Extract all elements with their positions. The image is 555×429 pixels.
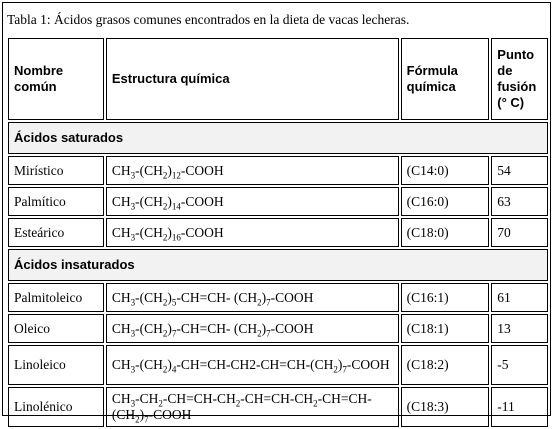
formula-subscript: 16 [171, 232, 181, 243]
cell-structure [106, 283, 399, 312]
formula-text: CH [111, 357, 131, 372]
formula-text: -COOH [270, 320, 314, 336]
cell-name: Palmitoleico [8, 283, 104, 312]
formula-text: -COOH [180, 162, 224, 178]
formula-subscript: 3 [130, 232, 136, 243]
formula-text: CH [111, 224, 131, 240]
formula-text: CH [111, 162, 131, 178]
formula-text: -(CH [135, 193, 163, 209]
formula-subscript: 2 [257, 328, 262, 339]
formula-subscript: 7 [266, 328, 271, 339]
group-row-unsaturated [8, 249, 548, 281]
formula-subscript: 2 [235, 398, 241, 409]
formula-subscript: 3 [130, 170, 136, 181]
cell-name: Palmítico [8, 187, 104, 216]
cell-melting-point: 13 [491, 314, 548, 343]
header-row [8, 38, 548, 120]
group-row-saturated [8, 122, 548, 154]
fatty-acids-table-box [2, 2, 551, 425]
formula-subscript: 2 [162, 201, 168, 212]
formula-subscript: 7 [171, 328, 177, 339]
cell-structure [106, 156, 399, 185]
formula-subscript: 2 [162, 297, 168, 308]
formula-subscript: 3 [130, 297, 136, 308]
formula-text: ) [337, 357, 343, 372]
cell-formula: (C16:1) [401, 283, 490, 312]
formula-subscript: 2 [162, 328, 168, 339]
header-formula: Fórmula química [401, 38, 490, 120]
formula-text: CH [111, 289, 131, 305]
cell-formula: (C18:1) [401, 314, 490, 343]
cell-formula: (C16:0) [401, 187, 490, 216]
formula-subscript: 3 [130, 364, 136, 375]
formula-text: -COOH [148, 407, 192, 422]
cell-structure [106, 187, 399, 216]
table-row [8, 345, 548, 385]
formula-text: -CH=CH-(CH [111, 391, 372, 422]
formula-text: ) [167, 289, 172, 305]
cell-melting-point: 63 [491, 187, 548, 216]
formula-text: ) [167, 162, 172, 178]
formula-text: -(CH [135, 320, 163, 336]
cell-name: Mirístico [8, 156, 104, 185]
formula-text: ) [261, 289, 267, 305]
formula-text: -COOH [180, 224, 224, 240]
formula-text: -CH=CH- (CH [176, 289, 258, 305]
table-row [8, 187, 548, 216]
formula-text: ) [167, 193, 172, 209]
formula-subscript: 14 [171, 201, 181, 212]
header-melting-point: Punto de fusión (° C) [491, 38, 548, 120]
cell-melting-point: -11 [491, 387, 548, 427]
formula-text: CH [111, 320, 131, 336]
formula-text: ) [167, 357, 172, 372]
formula-text: CH [111, 193, 131, 209]
formula-subscript: 2 [333, 364, 338, 375]
formula-subscript: 7 [144, 414, 149, 425]
group-label-saturated: Ácidos saturados [8, 122, 548, 154]
cell-melting-point: 61 [491, 283, 548, 312]
formula-text: -CH [135, 391, 159, 406]
cell-name: Linoleico [8, 345, 104, 385]
formula-subscript: 2 [257, 297, 262, 308]
formula-text: CH [111, 391, 131, 406]
formula-subscript: 7 [342, 364, 347, 375]
cell-name: Linolénico [8, 387, 104, 427]
cell-structure [106, 387, 399, 427]
formula-subscript: 12 [171, 170, 181, 181]
formula-text: -(CH [135, 357, 163, 372]
formula-subscript: 4 [171, 364, 177, 375]
formula-text: ) [139, 407, 145, 422]
group-label-unsaturated: Ácidos insaturados [8, 249, 548, 281]
formula-subscript: 2 [135, 414, 140, 425]
cell-name: Esteárico [8, 218, 104, 247]
formula-subscript: 2 [162, 170, 168, 181]
fatty-acids-table [6, 36, 550, 429]
formula-text: -COOH [180, 193, 224, 209]
cell-formula: (C18:3) [401, 387, 490, 427]
formula-subscript: 2 [158, 398, 163, 409]
formula-text: -COOH [270, 289, 314, 305]
formula-subscript: 7 [266, 297, 271, 308]
formula-text: -CH=CH-CH [162, 391, 236, 406]
formula-text: -(CH [135, 224, 163, 240]
cell-structure [106, 345, 399, 385]
header-structure: Estructura química [106, 38, 399, 120]
cell-structure [106, 218, 399, 247]
formula-text: ) [261, 320, 267, 336]
formula-subscript: 2 [162, 232, 168, 243]
formula-subscript: 3 [130, 328, 136, 339]
table-row [8, 283, 548, 312]
cell-melting-point: -5 [491, 345, 548, 385]
table-row [8, 218, 548, 247]
formula-subscript: 3 [130, 398, 136, 409]
formula-subscript: 5 [171, 297, 177, 308]
formula-text: -CH=CH-CH2-CH=CH-(CH [176, 357, 334, 372]
cell-melting-point: 54 [491, 156, 548, 185]
table-row [8, 156, 548, 185]
formula-subscript: 3 [130, 201, 136, 212]
formula-text: -CH=CH- (CH [176, 320, 258, 336]
cell-melting-point: 70 [491, 218, 548, 247]
table-row [8, 314, 548, 343]
cell-formula: (C18:2) [401, 345, 490, 385]
table-caption: Tabla 1: Ácidos grasos comunes encontrados en la dieta de vacas lecheras. [7, 12, 410, 27]
formula-subscript: 2 [313, 398, 318, 409]
formula-text: -(CH [135, 162, 163, 178]
formula-text: -COOH [346, 357, 390, 372]
formula-text: ) [167, 320, 172, 336]
formula-text: -(CH [135, 289, 163, 305]
formula-text: ) [167, 224, 172, 240]
cell-structure [106, 314, 399, 343]
formula-subscript: 2 [162, 364, 168, 375]
cell-name: Oleico [8, 314, 104, 343]
header-name: Nombre común [8, 38, 104, 120]
cell-formula: (C14:0) [401, 156, 490, 185]
formula-text: -CH=CH-CH [240, 391, 314, 406]
cell-formula: (C18:0) [401, 218, 490, 247]
table-row [8, 387, 548, 427]
